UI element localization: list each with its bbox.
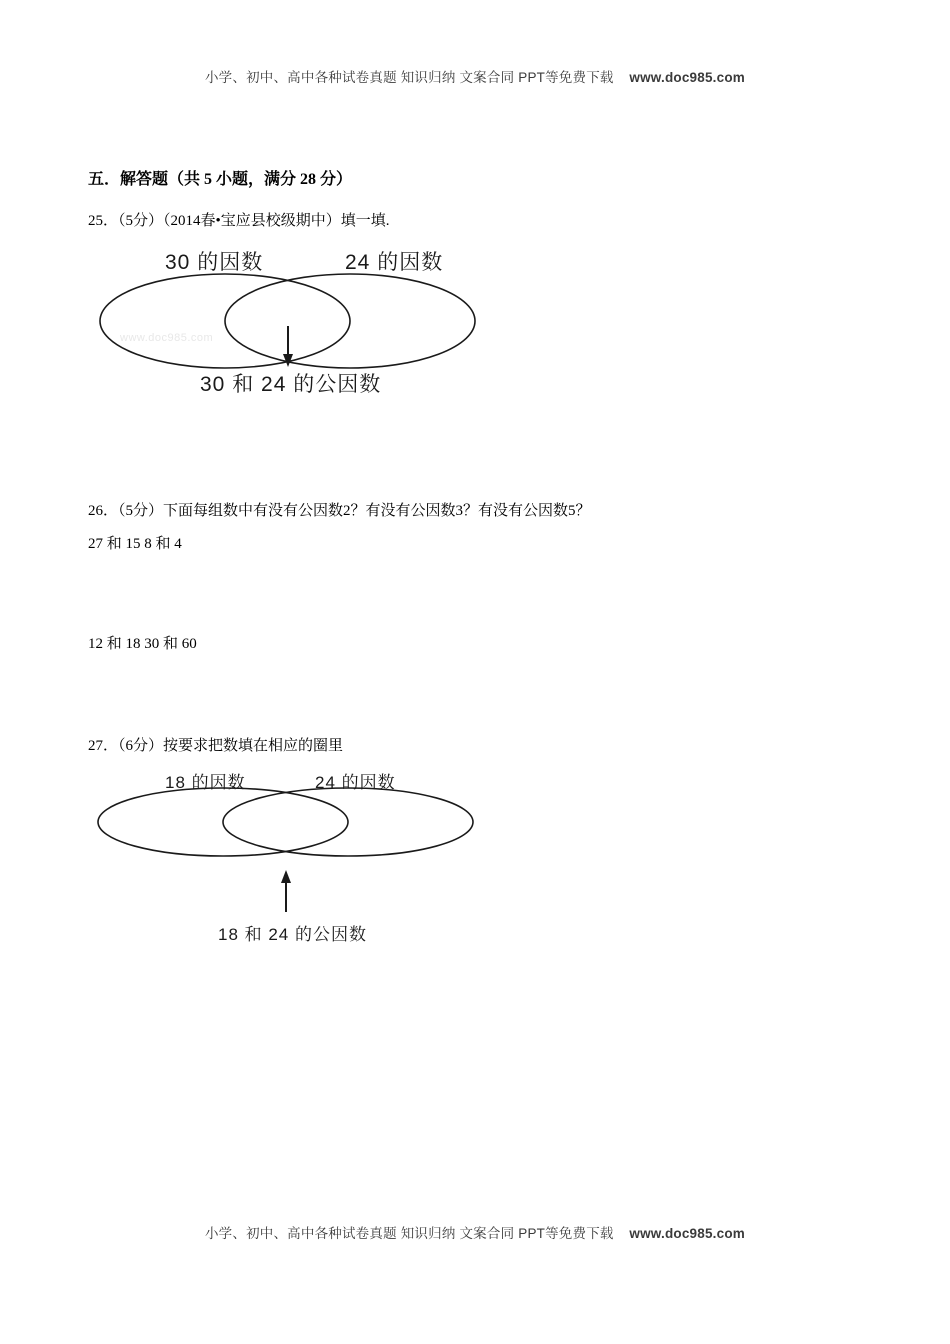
question-26-line1: 27 和 15 8 和 4 [88, 536, 182, 552]
venn-label-left-q25: 30 的因数 [165, 251, 264, 274]
question-25-text: 25．（5分）（2014春•宝应县校级期中）填一填. [88, 213, 390, 229]
watermark-bottom [0, 1222, 950, 1242]
faint-watermark-q25: www.doc985.com [120, 332, 214, 344]
watermark-bottom-text: 小学、初中、高中各种试卷真题 知识归纳 文案合同 PPT等免费下载 [204, 1226, 614, 1241]
venn-label-bottom-q25: 30 和 24 的公因数 [200, 373, 382, 396]
venn-label-right-q25: 24 的因数 [345, 251, 444, 274]
venn-label-left-q27: 18 的因数 [165, 773, 246, 792]
venn-diagram-q27 [60, 762, 620, 962]
watermark-top-text: 小学、初中、高中各种试卷真题 知识归纳 文案合同 PPT等免费下载 [204, 70, 614, 85]
venn-label-right-q27: 24 的因数 [315, 773, 396, 792]
question-27-text: 27．（6分）按要求把数填在相应的圈里 [88, 738, 344, 754]
watermark-top-site: www.doc985.com [629, 70, 745, 85]
question-26-line2: 12 和 18 30 和 60 [88, 636, 197, 652]
question-26-text: 26．（5分）下面每组数中有没有公因数2？有没有公因数3？有没有公因数5？ [88, 503, 591, 519]
section-title: 五．解答题（共 5 小题，满分 28 分） [88, 171, 353, 188]
watermark-top [0, 66, 950, 86]
venn-label-bottom-q27: 18 和 24 的公因数 [218, 925, 367, 944]
watermark-bottom-site: www.doc985.com [629, 1226, 745, 1241]
venn-diagram-q25 [60, 236, 620, 426]
